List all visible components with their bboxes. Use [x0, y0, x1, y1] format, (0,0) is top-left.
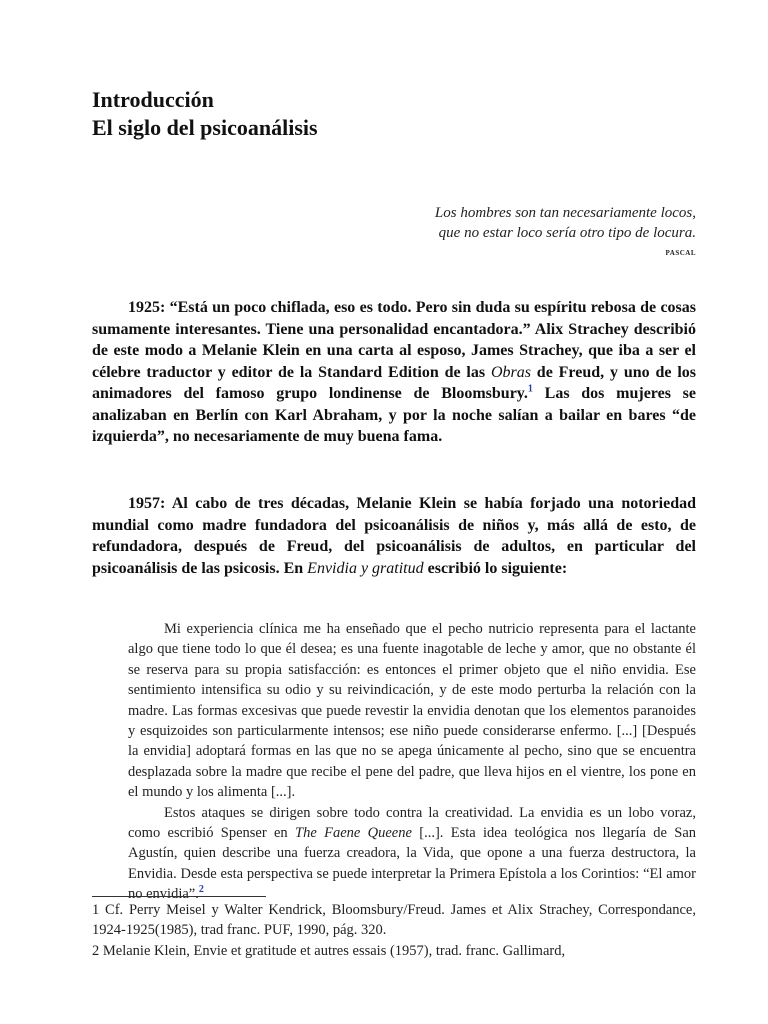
footnote-separator — [92, 896, 266, 897]
paragraph-text: escribió lo siguiente: — [423, 559, 568, 577]
footnote-ref-1[interactable]: 1 — [527, 383, 533, 395]
paragraph-italic: Envidia y gratitud — [307, 559, 424, 577]
chapter-title-line2: El siglo del psicoanálisis — [92, 115, 318, 140]
paragraph-1925 — [92, 297, 696, 448]
epigraph — [435, 203, 696, 243]
quote-text: [...]. Esta idea teológica nos llegaría de San Agustín, quien describe una fuerza creadora, la Vida, que opone a una fuerza destructora, la Envidia. Desde esta perspectiva se puede interpretar la Primera Epístola a los Corintios: “El amor no envidia”. — [128, 825, 697, 903]
chapter-title-line1: Introducción — [92, 87, 214, 112]
chapter-title — [92, 86, 318, 142]
paragraph-text: Las dos mujeres se analizaban en Berlín con Karl Abraham, y por la noche salían a bailar en bares “de izquierda”, no necesariamente de muy buena fama. — [92, 385, 696, 445]
quote-italic-title: The Faene Queene — [295, 825, 412, 842]
quote-paragraph-1: Mi experiencia clínica me ha enseñado que el pecho nutricio representa para el lactante algo que tiene todo lo que él desea; es una fuente inagotable de leche y amor, que no obstante él se reserva para su propia satisfacción: es entonces el primer objeto que el niño envidia. Ese sentimiento intensifica su odio y su reivindicación, y de este modo perturba la relación con la madre. Las formas excesivas que puede revestir la envidia denotan que los elementos paranoides y esquizoides son particularmente intensos; ese niño puede considerarse enfermo. [...] [Después la envidia] adoptará formas en las que no se apega únicamente al pecho, sino que se encuentra desplazada sobre la madre que recibe el pene del padre, que lleva hijos en el vientre, los pone en el mundo y los alimenta [...]. — [128, 621, 696, 801]
paragraph-text: 1925: “Está un poco chiflada, eso es todo. Pero sin duda su espíritu rebosa de cosas sumamente interesantes. Tiene una personalidad encantadora.” Alix Strachey describió de este modo a Melanie Klein en una carta al esposo, James Strachey, que iba a ser el célebre traductor y editor de la Standard Edition de las — [92, 299, 696, 381]
footnotes — [92, 900, 696, 961]
footnote-ref-2[interactable]: 2 — [198, 884, 204, 896]
paragraph-text: de Freud, y uno de los animadores del famoso grupo londinense de Bloomsbury. — [92, 363, 696, 402]
footnote-1: 1 Cf. Perry Meisel y Walter Kendrick, Bloomsbury/Freud. James et Alix Strachey, Correspondance, 1924-1925(1985), trad franc. PUF, 1990, pág. 320. — [92, 902, 696, 939]
paragraph-1957 — [92, 493, 696, 579]
epigraph-author: PASCAL — [665, 249, 696, 257]
block-quote — [128, 619, 696, 905]
epigraph-line1: Los hombres son tan necesariamente locos, — [434, 205, 696, 221]
footnote-2: 2 Melanie Klein, Envie et gratitude et autres essais (1957), trad. franc. Gallimard, — [92, 942, 566, 959]
quote-text: Estos ataques se dirigen sobre todo contra la creatividad. La envidia es un lobo voraz, como escribió Spenser en — [128, 804, 696, 842]
quote-paragraph-2 — [128, 803, 696, 905]
paragraph-italic: Obras — [490, 363, 531, 381]
paragraph-text: 1957: Al cabo de tres décadas, Melanie Klein se había forjado una notoriedad mundial como madre fundadora del psicoanálisis de niños y, más allá de esto, de refundadora, después de Freud, del psicoanálisis de adultos, en particular del psicoanálisis de las psicosis. En — [92, 495, 696, 577]
epigraph-line2: que no estar loco sería otro tipo de locura. — [438, 225, 696, 241]
